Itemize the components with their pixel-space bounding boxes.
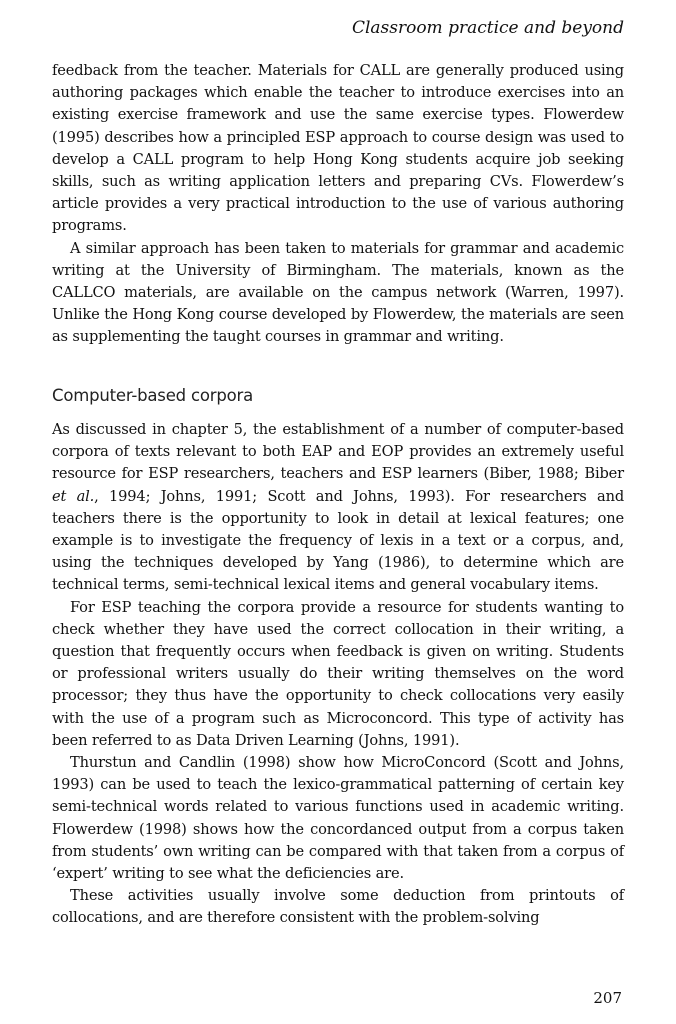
running-head: Classroom practice and beyond <box>351 18 624 38</box>
paragraph-corpora-text-start: As discussed in chapter 5, the establishment of a number of computer-based corpora of texts relevant to both EAP and EOP provides an extremely useful resource for ESP researchers, teachers and ESP learners (Biber, 1988; Biber <box>52 421 624 483</box>
paragraph-callco-materials: A similar approach has been taken to materials for grammar and academic writing at the University of Birmingham. The materials, known as the CALLCO materials, are available on the campus network (Warren, 1997). Unlike the Hong Kong course developed by Flowerdew, the materials are seen as supplementing the taught courses in grammar and writing. <box>52 239 624 346</box>
section-heading-computer-based-corpora: Computer-based corpora <box>52 386 253 405</box>
intro-text-block <box>52 60 624 349</box>
italic-et-al: et al. <box>52 487 95 505</box>
paragraph-esp-teaching: For ESP teaching the corpora provide a resource for students wanting to check whether they have used the correct collocation in their writing, a question that frequently occurs when feedback is given on writing. Students or professional writers usually do their writing themselves on the word processor; they thus have the opportunity to check collocations very easily with the use of a program such as Microconcord. This type of activity has been referred to as Data Driven Learning (Johns, 1991). <box>52 598 624 749</box>
paragraph-microconcord: Thurstun and Candlin (1998) show how MicroConcord (Scott and Johns, 1993) can be used to teach the lexico-grammatical patterning of certain key semi-technical words related to various functions used in academic writing. Flowerdew (1998) shows how the concordanced output from a corpus taken from students’ own writing can be compared with that taken from a corpus of ‘expert’ writing to see what the deficiencies are. <box>52 754 624 883</box>
paragraph-corpora-text-end: , 1994; Johns, 1991; Scott and Johns, 1993). For researchers and teachers there is the opportunity to look in detail at lexical features; one example is to investigate the frequency of lexis in a text or a corpus, and, using the techniques developed by Yang (1986), to determine which are technical terms, semi-technical lexical items and general vocabulary items. <box>52 487 625 594</box>
paragraph-activities: These activities usually involve some deduction from printouts of collocations, and are therefore consistent with the problem-solving <box>52 887 624 927</box>
paragraph-corpora-resource <box>52 419 624 597</box>
corpora-text-block <box>52 419 624 930</box>
paragraph-call-materials: feedback from the teacher. Materials for CALL are generally produced using authoring packages which enable the teacher to introduce exercises into an existing exercise framework and use the same exercise types. Flowerdew (1995) describes how a principled ESP approach to course design was used to develop a CALL program to help Hong Kong students acquire job seeking skills, such as writing application letters and preparing CVs. Flowerdew’s article provides a very practical introduction to the use of various authoring programs. <box>52 62 624 235</box>
page-number: 207 <box>593 989 622 1007</box>
